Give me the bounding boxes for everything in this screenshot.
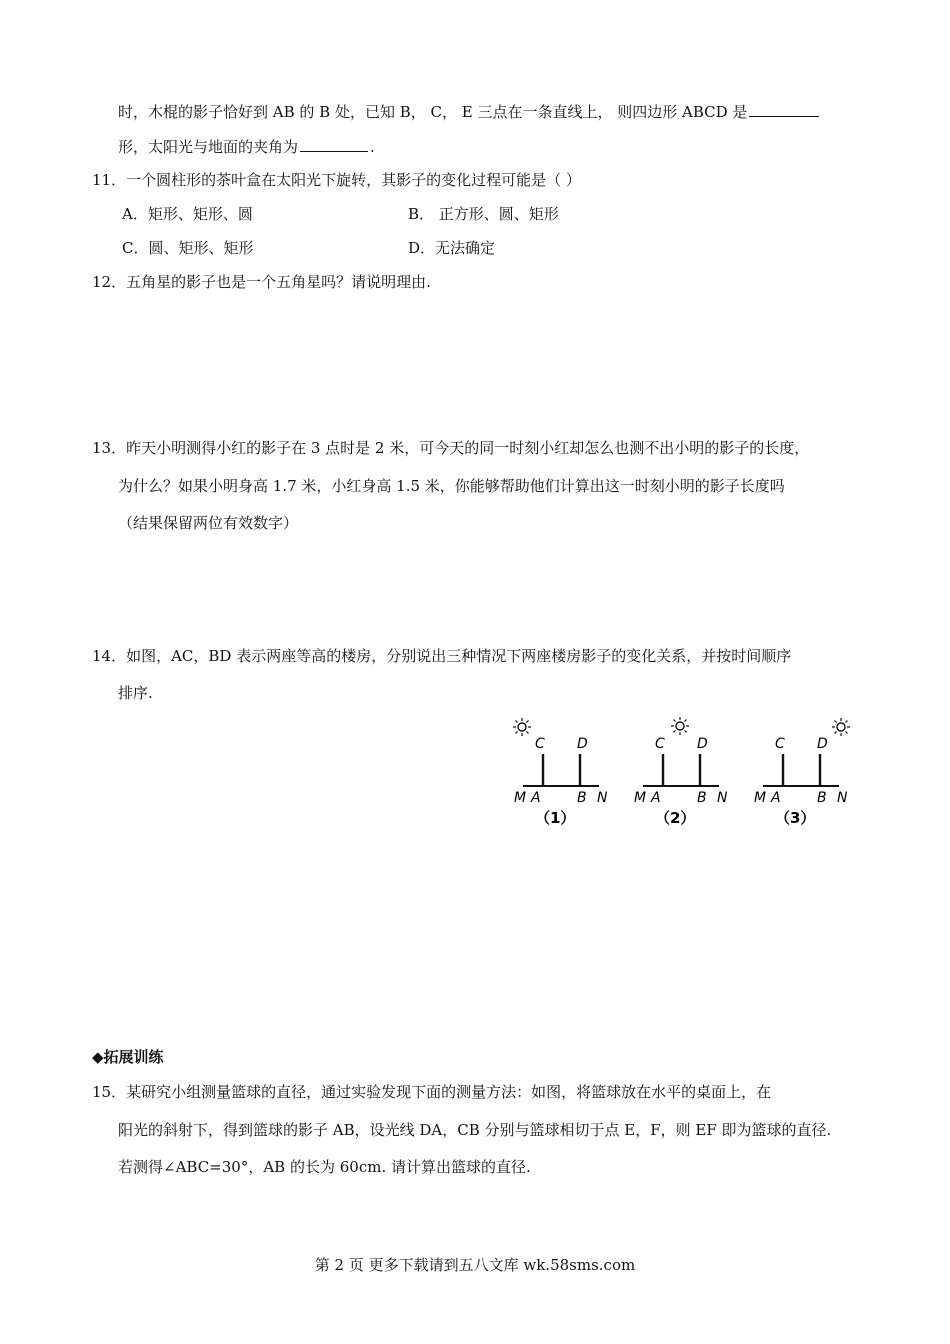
caption-1: （1） xyxy=(535,809,576,827)
label-c: C xyxy=(535,736,545,752)
q12-stem: 12．五角星的影子也是一个五角星吗？请说明理由. xyxy=(92,273,431,291)
q10-line1 xyxy=(118,102,821,122)
q10-line2 xyxy=(118,137,375,157)
sun-icon xyxy=(832,718,850,736)
q15-line1: 15．某研究小组测量篮球的直径，通过实验发现下面的测量方法：如图，将篮球放在水平的桌面上，在 xyxy=(92,1083,772,1101)
q15-line2: 阳光的斜射下，得到篮球的影子 AB，设光线 DA，CB 分别与篮球相切于点 E，F，则 EF 即为篮球的直径. xyxy=(118,1121,832,1139)
label-a: A xyxy=(771,790,781,806)
label-d: D xyxy=(697,736,708,752)
panel-1 xyxy=(513,718,608,827)
label-a: A xyxy=(531,790,541,806)
label-m: M xyxy=(634,790,647,806)
label-b: B xyxy=(817,790,827,806)
label-n: N xyxy=(717,790,728,806)
answer-blank xyxy=(300,137,368,152)
section-title: ◆拓展训练 xyxy=(92,1048,164,1066)
q13-line3: （结果保留两位有效数字） xyxy=(118,514,299,532)
page-footer: 第 2 页 更多下载请到五八文库 wk.58sms.com xyxy=(314,1256,636,1274)
q10-line2-end: . xyxy=(370,138,375,156)
sun-icon xyxy=(671,717,689,735)
label-n: N xyxy=(837,790,848,806)
q11-option-a: A．矩形、矩形、圆 xyxy=(122,205,253,223)
answer-blank xyxy=(749,102,819,117)
label-b: B xyxy=(577,790,587,806)
q11-option-b: B． 正方形、圆、矩形 xyxy=(408,205,559,223)
caption-2: （2） xyxy=(655,809,696,827)
panel-2 xyxy=(634,717,728,827)
panel-3 xyxy=(754,718,850,827)
label-d: D xyxy=(577,736,588,752)
caption-3: （3） xyxy=(775,809,816,827)
label-a: A xyxy=(651,790,661,806)
q11-option-c: C．圆、矩形、矩形 xyxy=(122,239,254,257)
label-n: N xyxy=(597,790,608,806)
q15-line3: 若测得∠ABC=30°，AB 的长为 60cm. 请计算出篮球的直径. xyxy=(118,1158,531,1176)
label-d: D xyxy=(817,736,828,752)
sun-icon xyxy=(513,718,531,736)
label-m: M xyxy=(514,790,527,806)
building-shadow-figure xyxy=(505,710,865,835)
q14-line2: 排序. xyxy=(118,684,153,702)
q13-line2: 为什么？如果小明身高 1.7 米，小红身高 1.5 米，你能够帮助他们计算出这一时刻小明的影子长度吗 xyxy=(118,477,785,495)
q14-line1: 14．如图，AC，BD 表示两座等高的楼房，分别说出三种情况下两座楼房影子的变化关系，并按时间顺序 xyxy=(92,647,792,665)
q13-line1: 13．昨天小明测得小红的影子在 3 点时是 2 米，可今天的同一时刻小红却怎么也测不出小明的影子的长度， xyxy=(92,439,810,457)
q10-line2-text: 形，太阳光与地面的夹角为 xyxy=(118,138,299,156)
label-m: M xyxy=(754,790,767,806)
q10-line1-text: 时，木棍的影子恰好到 AB 的 B 处，已知 B， C， E 三点在一条直线上， 则四边形 ABCD 是 xyxy=(118,103,748,121)
q11-option-d: D．无法确定 xyxy=(408,239,496,257)
q11-stem: 11．一个圆柱形的茶叶盒在太阳光下旋转，其影子的变化过程可能是（ ） xyxy=(92,171,581,189)
label-b: B xyxy=(697,790,707,806)
label-c: C xyxy=(655,736,665,752)
label-c: C xyxy=(775,736,785,752)
